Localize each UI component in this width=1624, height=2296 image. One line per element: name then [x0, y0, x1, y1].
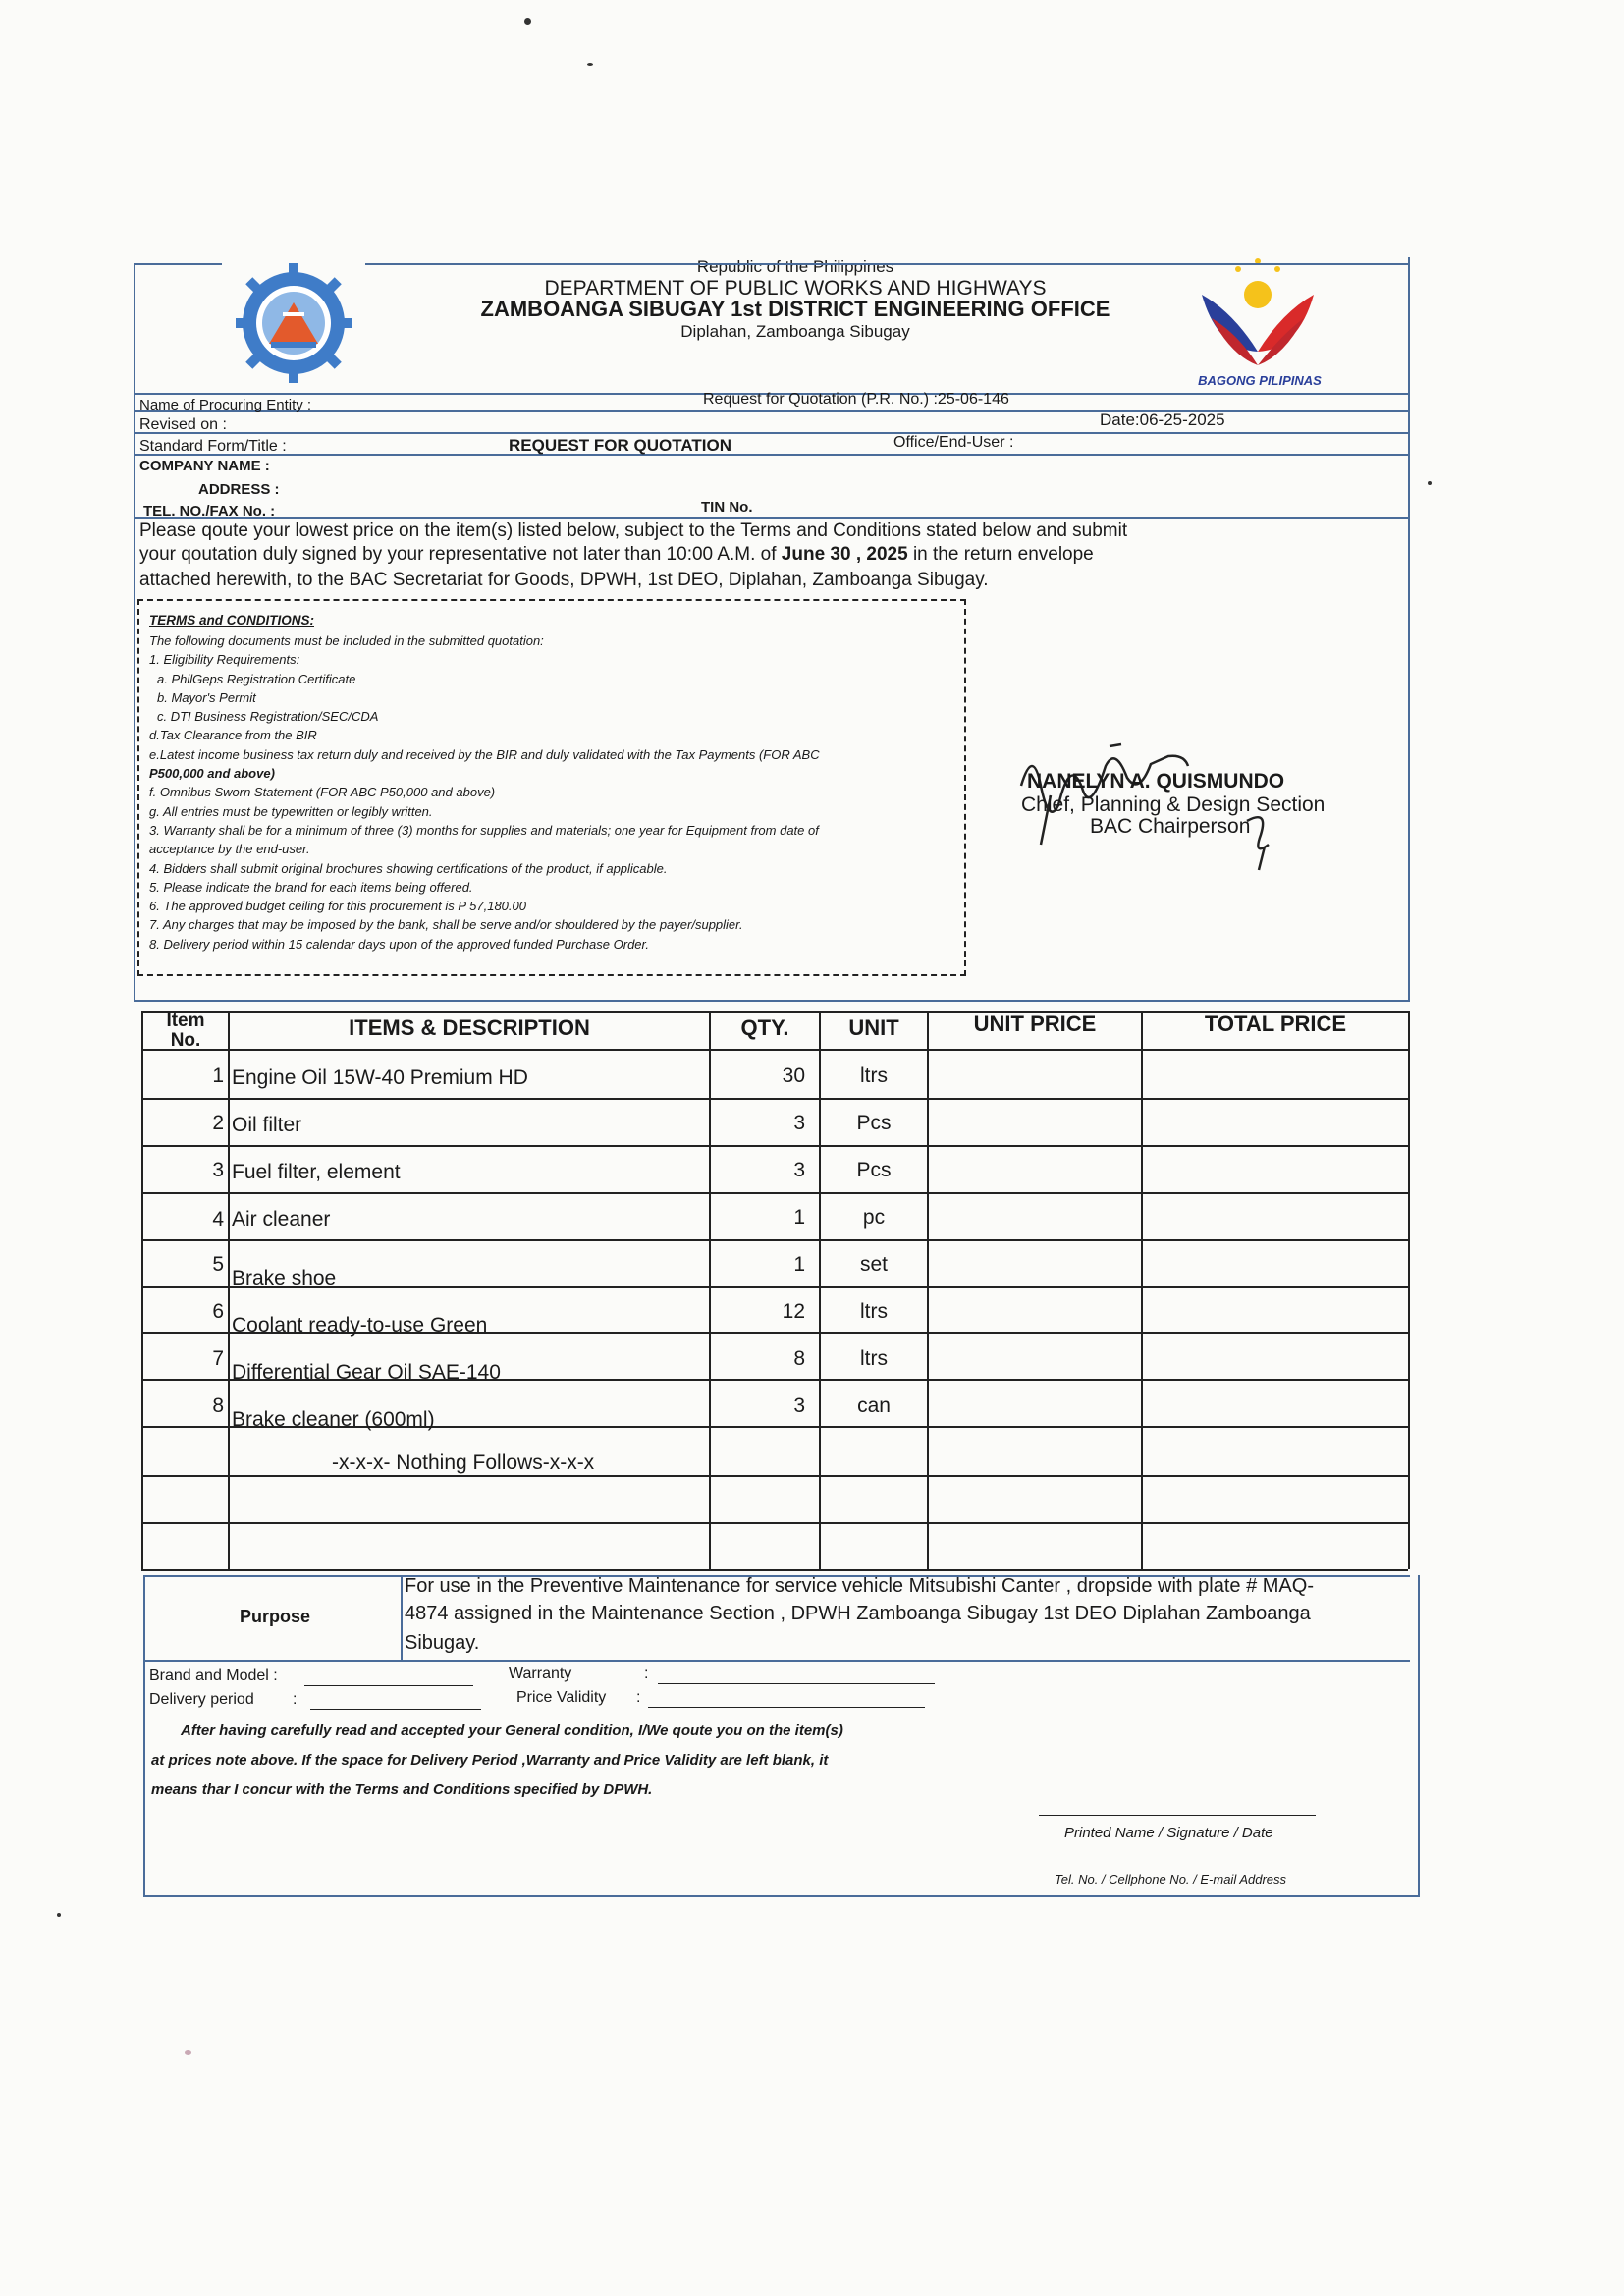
signatory-position: Chief, Planning & Design Section [1021, 793, 1326, 816]
row-2-qty: 3 [793, 1112, 805, 1134]
terms-line: b. Mayor's Permit [157, 689, 256, 705]
row-5-qty: 1 [793, 1253, 805, 1276]
row-4-qty: 1 [793, 1206, 805, 1229]
row-1-unit: ltrs [860, 1065, 888, 1087]
row-5-item-no: 5 [212, 1253, 224, 1276]
terms-list [149, 631, 954, 954]
intro-line-2: your qoutation duly signed by your representative not later than 10:00 A.M. of June 30 , 2025 in the return envelope [139, 544, 1094, 565]
revised-on-label: Revised on : [139, 416, 227, 433]
republic-line: Republic of the Philippines [696, 257, 894, 276]
acceptance-note-2: at prices note above. If the space for Delivery Period ,Warranty and Price Validity are left blank, it [151, 1752, 829, 1769]
terms-line: 1. Eligibility Requirements: [149, 652, 300, 668]
warranty-line [658, 1683, 935, 1684]
dpwh-logo [222, 263, 365, 383]
nothing-follows: -x-x-x- Nothing Follows-x-x-x [332, 1451, 595, 1474]
row-3-unit: Pcs [856, 1159, 892, 1181]
terms-line: d.Tax Clearance from the BIR [149, 728, 317, 743]
warranty-label: Warranty [509, 1666, 572, 1682]
tin-label: TIN No. [701, 499, 753, 516]
row-7-item-no: 7 [212, 1347, 224, 1370]
row-8-unit: can [857, 1394, 891, 1417]
intro-line-3: attached herewith, to the BAC Secretariat for Goods, DPWH, 1st DEO, Diplahan, Zamboanga Sibugay. [139, 570, 989, 590]
terms-line: f. Omnibus Sworn Statement (FOR ABC P50,000 and above) [149, 785, 496, 800]
purpose-line-3: Sibugay. [405, 1632, 480, 1654]
row-5-description: Brake shoe [232, 1267, 337, 1289]
terms-line: a. PhilGeps Registration Certificate [157, 671, 356, 686]
row-8-qty: 3 [793, 1394, 805, 1417]
terms-line: 5. Please indicate the brand for each items being offered. [149, 879, 473, 895]
terms-line: 7. Any charges that may be imposed by the bank, shall be serve and/or shouldered by the payer/supplier. [149, 917, 743, 933]
row-1-qty: 30 [782, 1065, 805, 1087]
brand-model-line [304, 1685, 473, 1686]
row-6-description: Coolant ready-to-use Green [232, 1314, 488, 1337]
row-3-item-no: 3 [212, 1159, 224, 1181]
deadline-date: June 30 , 2025 [781, 544, 908, 565]
warranty-colon: : [644, 1666, 649, 1682]
row-7-description: Differential Gear Oil SAE-140 [232, 1361, 501, 1384]
row-4-description: Air cleaner [232, 1208, 331, 1230]
row-7-unit: ltrs [860, 1347, 888, 1370]
col-header-unit: UNIT [848, 1015, 899, 1040]
row-2-description: Oil filter [232, 1114, 302, 1136]
brand-model-label: Brand and Model : [149, 1667, 278, 1684]
terms-line: 8. Delivery period within 15 calendar days upon of the approved funded Purchase Order. [149, 936, 649, 952]
acceptance-note-3: means thar I concur with the Terms and Conditions specified by DPWH. [151, 1781, 653, 1798]
terms-line: The following documents must be included in the submitted quotation: [149, 633, 544, 648]
contact-caption: Tel. No. / Cellphone No. / E-mail Address [1055, 1872, 1287, 1886]
delivery-period-line [310, 1709, 481, 1710]
terms-line: 3. Warranty shall be for a minimum of three (3) months for supplies and materials; one year for Equipment from date of [149, 822, 819, 838]
row-1-description: Engine Oil 15W-40 Premium HD [232, 1066, 528, 1089]
row-3-description: Fuel filter, element [232, 1161, 401, 1183]
purpose-line-2: 4874 assigned in the Maintenance Section , DPWH Zamboanga Sibugay 1st DEO Diplahan Zamboanga [405, 1603, 1311, 1624]
terms-title: TERMS and CONDITIONS: [149, 613, 314, 628]
col-header-total-price: TOTAL PRICE [1204, 1011, 1347, 1036]
bagong-pilipinas-caption: BAGONG PILIPINAS [1198, 373, 1322, 388]
form-title: REQUEST FOR QUOTATION [509, 436, 731, 455]
col-header-description: ITEMS & DESCRIPTION [349, 1015, 590, 1040]
row-2-item-no: 2 [212, 1112, 224, 1134]
terms-line: 6. The approved budget ceiling for this procurement is P 57,180.00 [149, 899, 526, 914]
acceptance-note-1: After having carefully read and accepted your General condition, I/We qoute you on the item(s) [181, 1722, 843, 1739]
purpose-line-1: For use in the Preventive Maintenance for service vehicle Mitsubishi Canter , dropside with plate # MAQ- [405, 1575, 1314, 1597]
address-label: ADDRESS : [198, 481, 280, 498]
row-4-item-no: 4 [212, 1208, 224, 1230]
price-validity-line [648, 1707, 925, 1708]
company-name-label: COMPANY NAME : [139, 458, 270, 474]
office-end-user-label: Office/End-User : [893, 434, 1014, 451]
delivery-period-label: Delivery period [149, 1691, 254, 1708]
col-header-item-no: Item No. [166, 1011, 205, 1051]
standard-form-label: Standard Form/Title : [139, 438, 287, 455]
terms-line: P500,000 and above) [149, 766, 275, 782]
terms-line: g. All entries must be typewritten or legibly written. [149, 803, 433, 819]
document-date: Date:06-25-2025 [1100, 410, 1225, 429]
purpose-label: Purpose [240, 1607, 311, 1626]
row-6-item-no: 6 [212, 1300, 224, 1323]
row-7-qty: 8 [793, 1347, 805, 1370]
rfq-number: Request for Quotation (P.R. No.) :25-06-146 [703, 391, 1009, 408]
terms-line: 4. Bidders shall submit original brochures showing certifications of the product, if applicable. [149, 860, 668, 876]
row-6-qty: 12 [782, 1300, 805, 1323]
signatory-role: BAC Chairperson [1090, 815, 1251, 838]
delivery-period-colon: : [293, 1691, 298, 1708]
office-location: Diplahan, Zamboanga Sibugay [680, 322, 910, 341]
col-header-qty: QTY. [740, 1015, 789, 1040]
price-validity-label: Price Validity [516, 1689, 607, 1706]
signature-line [1039, 1815, 1316, 1816]
printed-name-caption: Printed Name / Signature / Date [1064, 1825, 1273, 1841]
row-5-unit: set [859, 1253, 888, 1276]
terms-line: c. DTI Business Registration/SEC/CDA [157, 709, 379, 725]
signatory-name: NANELYN A. QUISMUNDO [1027, 770, 1285, 793]
row-4-unit: pc [862, 1206, 886, 1229]
tel-fax-label: TEL. NO./FAX No. : [143, 503, 276, 519]
row-6-unit: ltrs [860, 1300, 888, 1323]
row-2-unit: Pcs [856, 1112, 892, 1134]
row-8-item-no: 8 [212, 1394, 224, 1417]
department-name: DEPARTMENT OF PUBLIC WORKS AND HIGHWAYS [544, 277, 1047, 300]
procuring-entity-label: Name of Procuring Entity : [139, 397, 312, 413]
col-header-unit-price: UNIT PRICE [973, 1011, 1097, 1036]
row-1-item-no: 1 [212, 1065, 224, 1087]
price-validity-colon: : [636, 1689, 641, 1706]
office-name: ZAMBOANGA SIBUGAY 1st DISTRICT ENGINEERING OFFICE [480, 297, 1110, 321]
bagong-pilipinas-logo [1194, 255, 1322, 373]
row-3-qty: 3 [793, 1159, 805, 1181]
terms-line: e.Latest income business tax return duly and received by the BIR and duly validated with the Tax Payments (FOR ABC [149, 746, 820, 762]
intro-line-1: Please qoute your lowest price on the item(s) listed below, subject to the Terms and Conditions stated below and submit [139, 520, 1128, 541]
row-8-description: Brake cleaner (600ml) [232, 1408, 435, 1431]
terms-line: acceptance by the end-user. [149, 842, 310, 857]
